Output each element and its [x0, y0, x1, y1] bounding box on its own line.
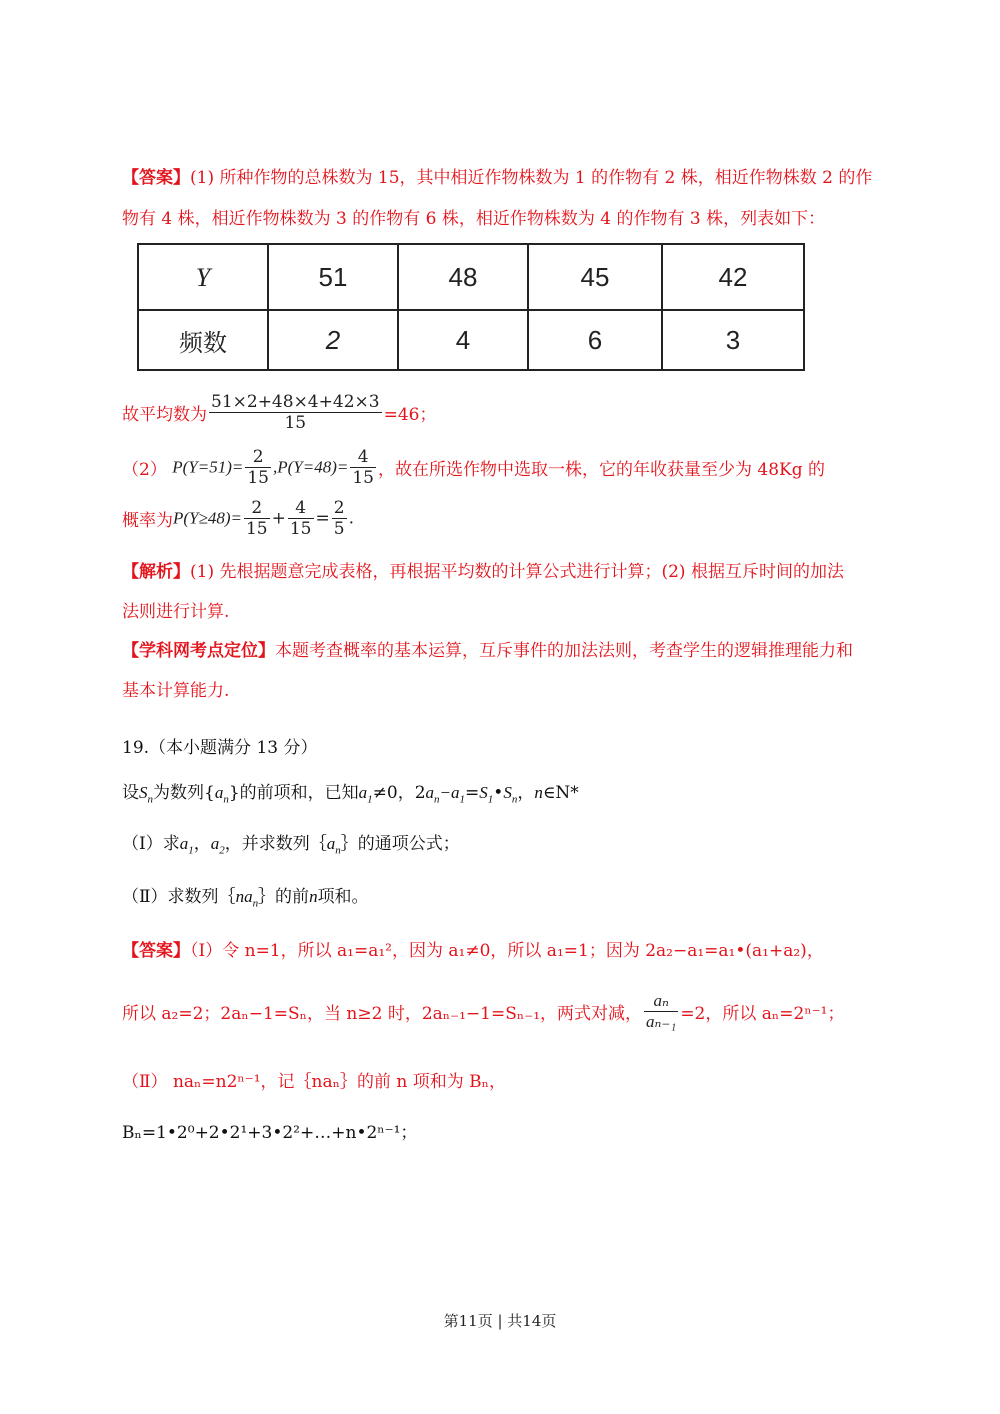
- page-footer: 第11页 | 共14页: [443, 1312, 557, 1330]
- p-y48: ,P(Y=48)=: [272, 457, 349, 477]
- part2-line-2: [122, 498, 354, 539]
- table-header-cell: 51: [268, 244, 398, 310]
- part2-label: （2）: [122, 460, 167, 480]
- table-cell-handwritten: 3: [662, 310, 804, 370]
- table-header-cell: Y: [138, 244, 268, 310]
- table-header-cell: 45: [528, 244, 662, 310]
- mean-result: =46；: [383, 405, 437, 425]
- answer-1-line-2: 物有 4 株，相近作物株数为 3 的作物有 6 株，相近作物株数为 4 的作物有 3 株，列表如下：: [122, 209, 826, 229]
- keypoint-tag: 【学科网考点定位】: [122, 641, 275, 661]
- table-header-cell: 48: [398, 244, 528, 310]
- table-cell-handwritten: 2: [268, 310, 398, 370]
- answer-2-text-1: （Ⅰ）令 n=1，所以 a₁=a₁²，因为 a₁≠0，所以 a₁=1；因为 2a₂−a₁=a₁•(a₁+a₂)，: [190, 941, 824, 961]
- fraction: $\frac{4}{15}$: [352, 447, 374, 488]
- table-header-cell: 42: [662, 244, 804, 310]
- mean-prefix: 故平均数为: [122, 405, 207, 425]
- table-row: [138, 244, 804, 310]
- answer-2-line-4: Bₙ=1•2⁰+2•2¹+3•2²+…+n•2ⁿ⁻¹；: [122, 1123, 418, 1143]
- p-y51: P(Y=51)=: [172, 457, 244, 477]
- mean-line: [122, 392, 436, 433]
- mean-denominator: 15: [284, 413, 307, 433]
- equals-sign: =: [315, 508, 330, 529]
- fraction: $\frac{2}{15}$: [245, 498, 268, 539]
- analysis-line-2: 法则进行计算.: [122, 602, 230, 622]
- p-y-ge-48: P(Y≥48)=: [173, 508, 242, 528]
- mean-numerator: 51×2+48×4+42×3: [211, 392, 380, 412]
- period: .: [348, 508, 354, 529]
- keypoint-line-1: [122, 636, 853, 661]
- table-cell: 4: [398, 310, 528, 370]
- analysis-text-1: (1) 先根据题意完成表格，再根据平均数的计算公式进行计算；(2) 根据互斥时间的加法: [190, 562, 844, 582]
- fraction: $\frac{2}{15}$: [247, 447, 269, 488]
- analysis-tag: 【解析】: [122, 562, 190, 582]
- question-19-stem: 设$S_n$为数列$\{a_n\}$的前项和，已知$a_1\ne 0$，$2a_n-a_1=S_1•S_n$，n∈N*: [122, 783, 579, 806]
- table-row: [138, 310, 804, 370]
- part2-text: ，故在所选作物中选取一株，它的年收获量至少为 48Kg 的: [377, 460, 826, 480]
- answer-2-line-1: [122, 936, 824, 961]
- answer-1-text-1: (1) 所种作物的总株数为 15，其中相近作物株数为 1 的作物有 2 株，相近作物株数 2 的作: [190, 168, 873, 188]
- mean-fraction: [209, 392, 382, 433]
- question-19-part-1: （Ⅰ）求$a_1$，$a_2$，并求数列$\{a_n\}$的通项公式；: [122, 834, 460, 857]
- plus-sign: +: [271, 508, 286, 529]
- analysis-line-1: [122, 557, 844, 582]
- question-19-title: 19.（本小题满分 13 分）: [122, 738, 318, 758]
- fraction: $\frac{2}{5}$: [333, 498, 345, 539]
- table-cell-handwritten: 6: [528, 310, 662, 370]
- ratio-fraction: $\frac{\text{aₙ}}{\text{aₙ₋₁}}$: [646, 991, 677, 1031]
- answer-tag: 【答案】: [122, 941, 190, 961]
- answer-2-line-3: （Ⅱ） naₙ=n2ⁿ⁻¹，记｛naₙ｝的前 n 项和为 Bₙ，: [122, 1072, 506, 1092]
- fraction: $\frac{4}{15}$: [289, 498, 312, 539]
- part2-line-1: [122, 447, 825, 488]
- table-row-label: 频数: [138, 310, 268, 370]
- question-19-part-2: （Ⅱ）求数列$\{na_n\}$的前n项和。: [122, 887, 369, 910]
- probability-prefix: 概率为: [122, 511, 173, 531]
- keypoint-text-1: 本题考查概率的基本运算，互斥事件的加法法则，考查学生的逻辑推理能力和: [275, 641, 853, 661]
- answer-2-line-2: 所以 a₂=2；2aₙ−1=Sₙ，当 n≥2 时，2aₙ₋₁−1=Sₙ₋₁，两式对减， $\frac{\text{aₙ}}{\text{aₙ₋₁}}$ =2，所以 aₙ=2ⁿ⁻¹；: [122, 991, 845, 1031]
- keypoint-line-2: 基本计算能力.: [122, 681, 230, 701]
- frequency-table: [137, 243, 805, 371]
- answer-tag: 【答案】: [122, 168, 190, 188]
- answer-1-line-1: [122, 163, 872, 188]
